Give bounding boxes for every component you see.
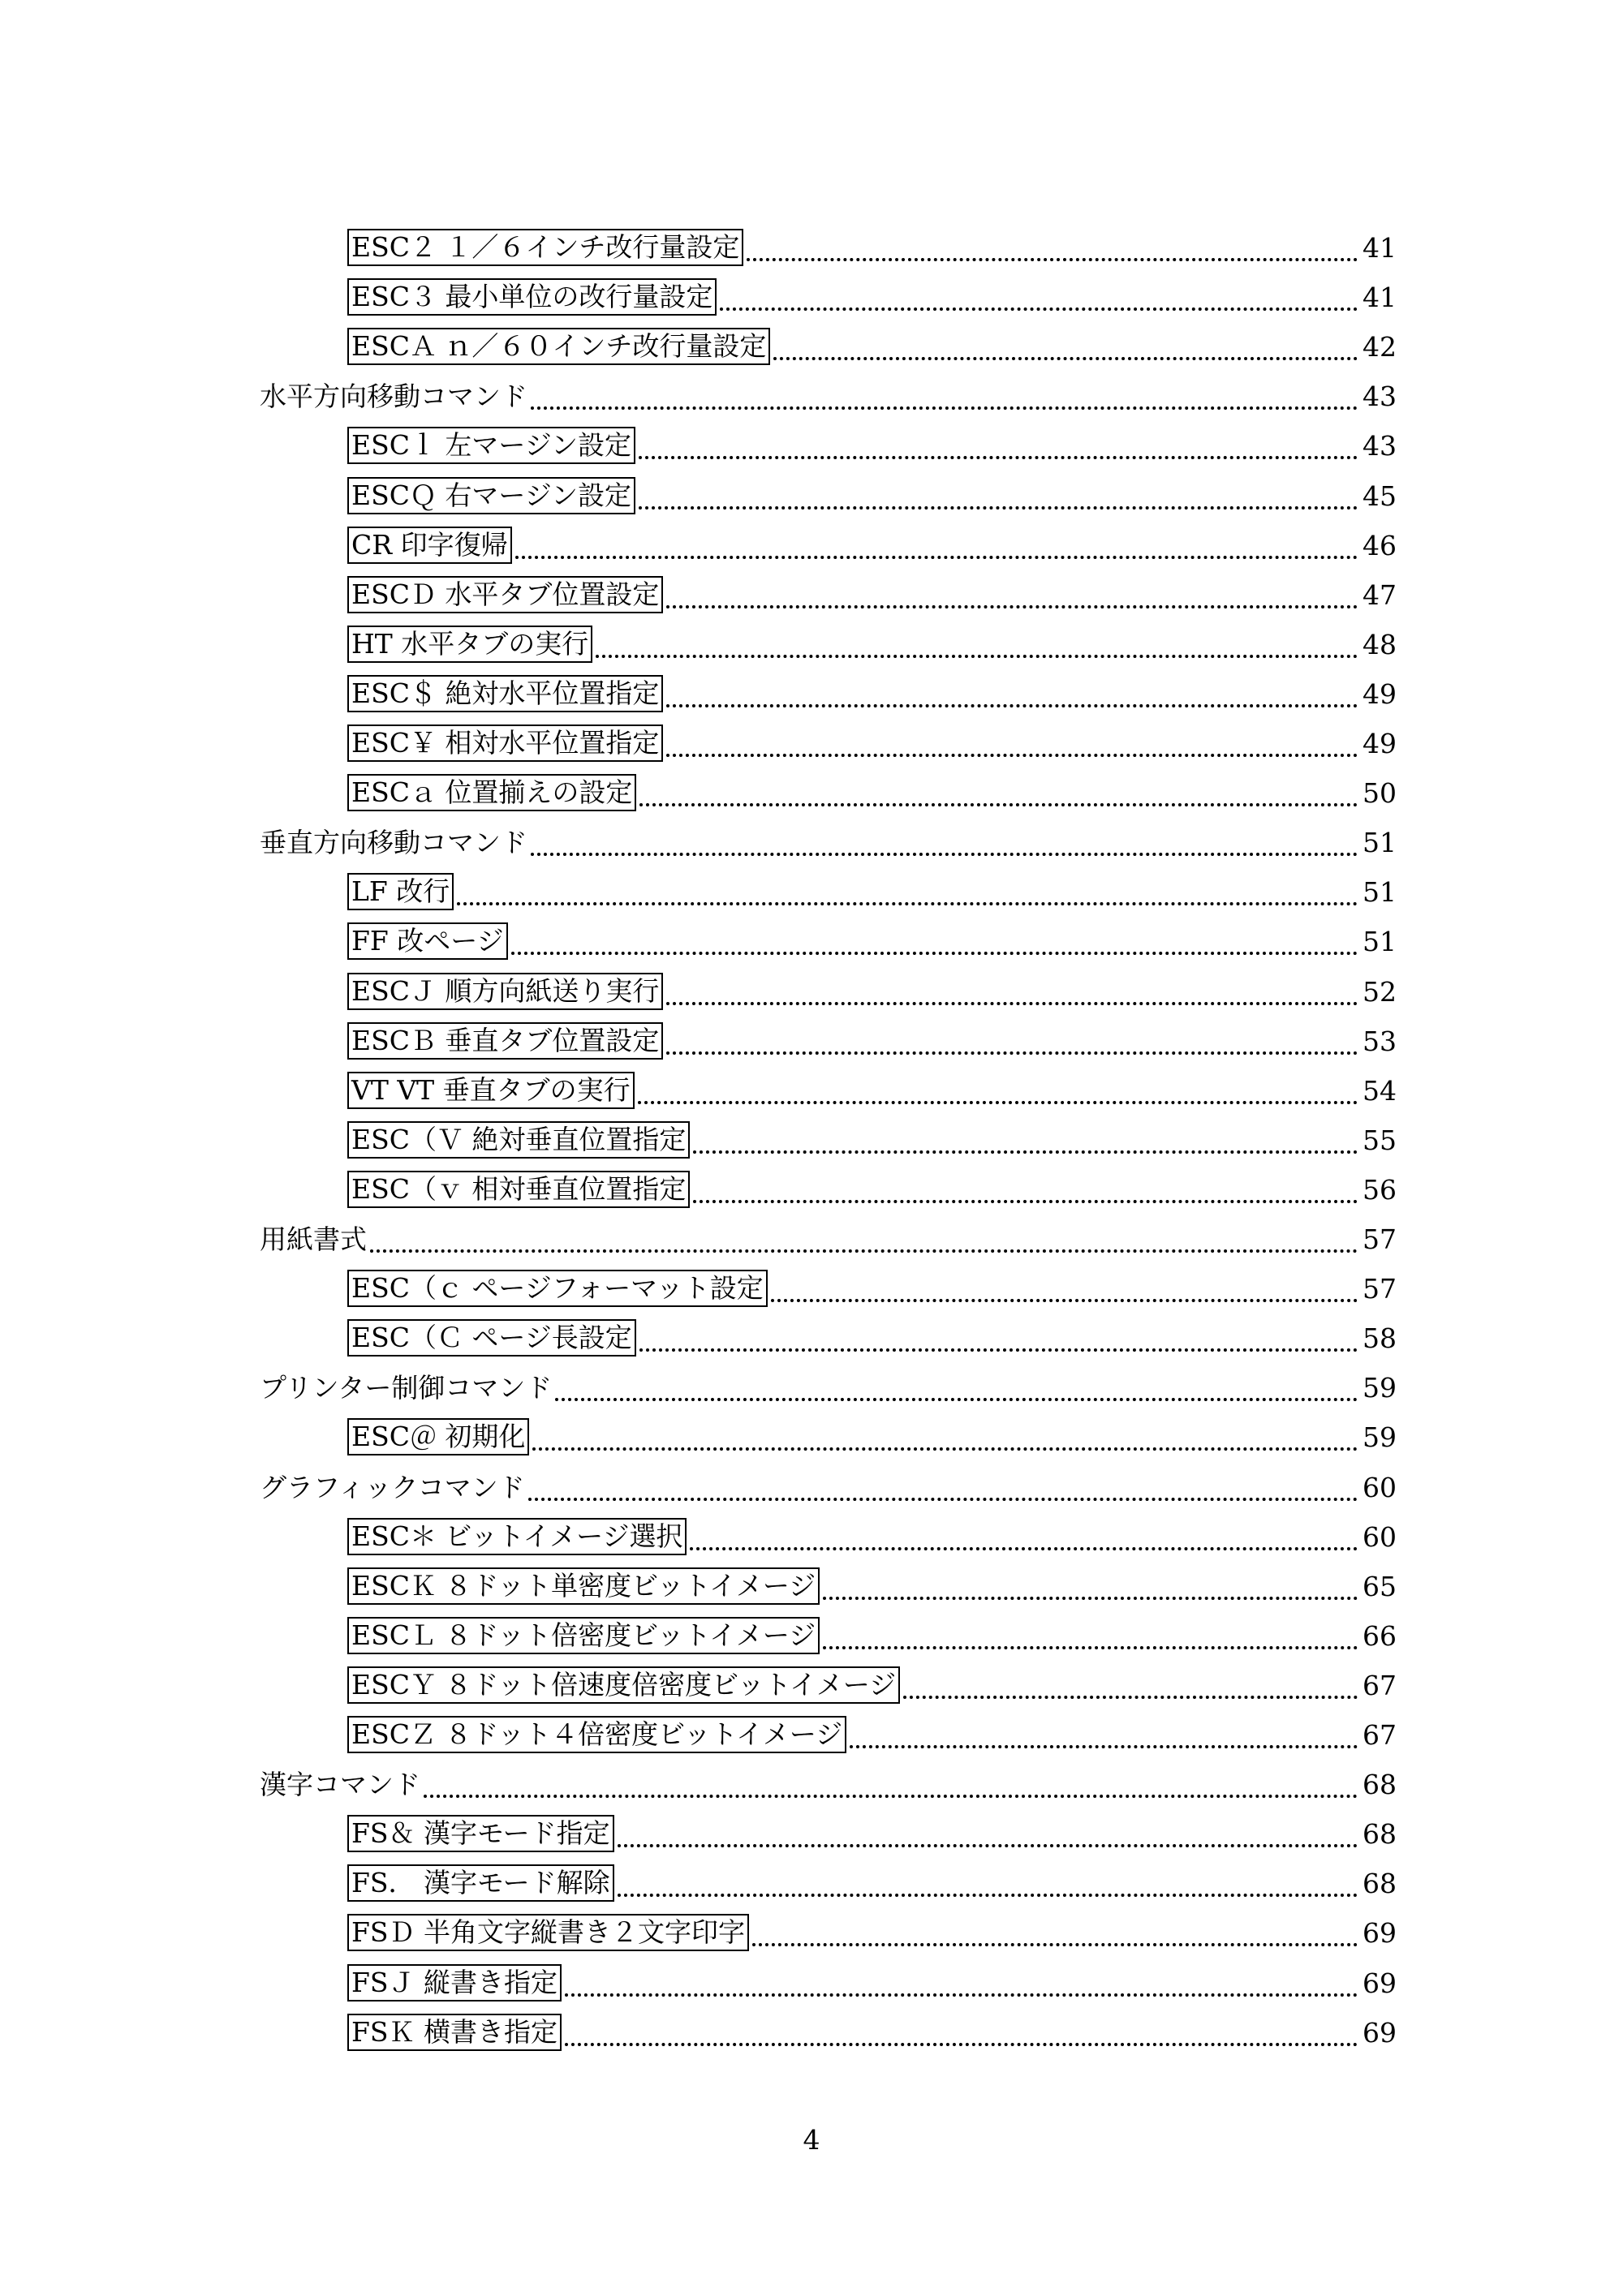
dot-leader (555, 1398, 1358, 1401)
toc-section-entry (260, 1215, 1397, 1263)
dot-leader (639, 506, 1358, 510)
toc-entry-title: 用紙書式 (260, 1223, 367, 1255)
toc-entry-page: 60 (1363, 1520, 1397, 1553)
toc-section-entry (260, 1363, 1397, 1412)
toc-entry-page: 69 (1363, 1916, 1397, 1949)
dot-leader (903, 1696, 1358, 1699)
dot-leader (532, 1447, 1358, 1451)
toc-entry-page: 60 (1363, 1471, 1397, 1503)
dot-leader (773, 357, 1358, 360)
toc-entry-page: 51 (1363, 826, 1397, 858)
toc-entry-page: 68 (1363, 1768, 1397, 1800)
toc-entry-page: 43 (1363, 429, 1397, 462)
toc-entry-page: 47 (1363, 578, 1397, 611)
dot-leader (618, 1894, 1358, 1897)
toc-entry-title: VT VT 垂直タブの実行 (347, 1072, 635, 1109)
dot-leader (720, 307, 1358, 311)
toc-entry-title: 垂直方向移動コマンド (260, 826, 527, 858)
toc-entry-page: 53 (1363, 1025, 1397, 1057)
toc-entry-title: ESC＊ ビットイメージ選択 (347, 1518, 687, 1555)
toc-subsection-entry (347, 2008, 1397, 2057)
dot-leader (424, 1795, 1358, 1798)
toc-subsection-entry (347, 1512, 1397, 1561)
toc-entry-page: 51 (1363, 875, 1397, 908)
toc-subsection-entry (347, 1116, 1397, 1164)
toc-entry-page: 41 (1363, 231, 1397, 264)
toc-entry-page: 69 (1363, 2016, 1397, 2049)
toc-entry-title: グラフィックコマンド (260, 1471, 525, 1503)
toc-entry-title: FF 改ページ (347, 922, 508, 960)
dot-leader (531, 853, 1358, 856)
toc-entry-page: 57 (1363, 1223, 1397, 1255)
toc-entry-title: FSＤ 半角文字縦書き２文字印字 (347, 1914, 749, 1951)
toc-subsection-entry (347, 1809, 1397, 1858)
toc-subsection-entry (347, 719, 1397, 767)
toc-entry-page: 52 (1363, 975, 1397, 1008)
toc-subsection-entry (347, 669, 1397, 718)
toc-entry-title: ESCＫ ８ドット単密度ビットイメージ (347, 1567, 820, 1605)
dot-leader (565, 2043, 1358, 2046)
toc-entry-page: 49 (1363, 677, 1397, 710)
toc-entry-title: プリンター制御コマンド (260, 1371, 553, 1404)
toc-entry-page: 50 (1363, 776, 1397, 809)
toc-section-entry (260, 372, 1397, 420)
toc-subsection-entry (347, 1412, 1397, 1461)
dot-leader (666, 704, 1358, 707)
dot-leader (618, 1844, 1358, 1847)
dot-leader (693, 1150, 1358, 1154)
dot-leader (666, 605, 1358, 608)
toc-subsection-entry (347, 1314, 1397, 1362)
toc-subsection-entry (347, 1066, 1397, 1115)
toc-entry-page: 43 (1363, 380, 1397, 412)
toc-subsection-entry (347, 1661, 1397, 1709)
toc-entry-page: 41 (1363, 281, 1397, 313)
toc-entry-page: 67 (1363, 1669, 1397, 1701)
dot-leader (639, 456, 1358, 459)
dot-leader (752, 1943, 1358, 1946)
dot-leader (666, 1002, 1358, 1005)
dot-leader (531, 406, 1358, 410)
toc-subsection-entry (347, 867, 1397, 916)
toc-section-entry (260, 1760, 1397, 1808)
toc-entry-title: ESCＢ 垂直タブ位置設定 (347, 1022, 663, 1060)
toc-entry-title: CR 印字復帰 (347, 527, 512, 564)
toc-entry-page: 65 (1363, 1570, 1397, 1602)
toc-entry-title: ESC３ 最小単位の改行量設定 (347, 278, 717, 316)
toc-entry-page: 56 (1363, 1173, 1397, 1206)
toc-subsection-entry (347, 1611, 1397, 1660)
toc-subsection-entry (347, 1908, 1397, 1957)
toc-entry-title: ESC（Ｃ ページ長設定 (347, 1319, 636, 1357)
toc-entry-page: 49 (1363, 727, 1397, 759)
toc-subsection-entry (347, 620, 1397, 669)
toc-subsection-entry (347, 1958, 1397, 2007)
toc-subsection-entry (347, 421, 1397, 470)
toc-subsection-entry (347, 1562, 1397, 1610)
toc-entry-title: ESCＬ ８ドット倍密度ビットイメージ (347, 1617, 820, 1654)
toc-entry-title: ESCＡ ｎ／６０インチ改行量設定 (347, 328, 770, 365)
toc-entry-title: ESC＄ 絶対水平位置指定 (347, 675, 663, 712)
toc-entry-title: FSＫ 横書き指定 (347, 2014, 562, 2051)
dot-leader (693, 1200, 1358, 1203)
toc-entry-title: ESCＤ 水平タブ位置設定 (347, 576, 663, 613)
toc-subsection-entry (347, 322, 1397, 371)
toc-subsection-entry (347, 1264, 1397, 1313)
toc-section-entry (260, 818, 1397, 866)
toc-subsection-entry (347, 917, 1397, 965)
dot-leader (690, 1547, 1358, 1550)
toc-entry-title: ESC（Ｖ 絶対垂直位置指定 (347, 1121, 690, 1159)
dot-leader (528, 1498, 1358, 1501)
toc-entry-page: 66 (1363, 1619, 1397, 1652)
toc-subsection-entry (347, 768, 1397, 817)
toc-entry-page: 46 (1363, 529, 1397, 561)
dot-leader (747, 258, 1358, 261)
toc-entry-page: 42 (1363, 330, 1397, 363)
page-number: 4 (803, 2124, 820, 2156)
toc-subsection-entry (347, 1017, 1397, 1065)
toc-entry-page: 58 (1363, 1322, 1397, 1354)
toc-entry-page: 48 (1363, 628, 1397, 660)
toc-entry-title: ESCａ 位置揃えの設定 (347, 774, 636, 811)
toc-entry-page: 68 (1363, 1867, 1397, 1899)
toc-subsection-entry (347, 1859, 1397, 1907)
toc-entry-title: ESCＪ 順方向紙送り実行 (347, 973, 663, 1010)
toc-entry-page: 67 (1363, 1718, 1397, 1751)
dot-leader (771, 1299, 1358, 1302)
toc-entry-title: ESC￥ 相対水平位置指定 (347, 724, 663, 762)
toc-entry-page: 51 (1363, 925, 1397, 957)
dot-leader (596, 655, 1358, 658)
dot-leader (515, 556, 1358, 559)
toc-subsection-entry (347, 570, 1397, 619)
dot-leader (565, 1993, 1358, 1997)
dot-leader (639, 1348, 1358, 1352)
toc-entry-title: ESCｌ 左マージン設定 (347, 427, 635, 464)
toc-subsection-entry (347, 521, 1397, 570)
dot-leader (823, 1646, 1358, 1649)
toc-entry-title: ESC２ １／６インチ改行量設定 (347, 229, 743, 266)
toc-subsection-entry (347, 471, 1397, 520)
toc-entry-title: ESC（ｖ 相対垂直位置指定 (347, 1171, 690, 1208)
toc-entry-title: FSＪ 縦書き指定 (347, 1964, 562, 2001)
toc-entry-title: ESCＱ 右マージン設定 (347, 477, 635, 514)
toc-entry-page: 45 (1363, 479, 1397, 512)
toc-entry-title: ESCＺ ８ドット４倍密度ビットイメージ (347, 1716, 846, 1753)
toc-entry-page: 54 (1363, 1074, 1397, 1107)
dot-leader (639, 803, 1358, 806)
toc-subsection-entry (347, 223, 1397, 272)
toc-section-entry (260, 1463, 1397, 1511)
toc-entry-title: 水平方向移動コマンド (260, 380, 527, 412)
toc-entry-title: FS． 漢字モード解除 (347, 1864, 614, 1902)
dot-leader (638, 1101, 1358, 1104)
toc-entry-page: 55 (1363, 1124, 1397, 1156)
toc-entry-title: LF 改行 (347, 873, 454, 910)
toc-entry-title: ESC（ｃ ページフォーマット設定 (347, 1270, 768, 1307)
toc-subsection-entry (347, 273, 1397, 321)
toc-entry-title: ESC＠ 初期化 (347, 1418, 529, 1455)
toc-entry-page: 68 (1363, 1817, 1397, 1850)
dot-leader (511, 952, 1358, 955)
toc-entry-page: 59 (1363, 1421, 1397, 1453)
toc-entry-title: HT 水平タブの実行 (347, 626, 592, 663)
toc-subsection-entry (347, 1710, 1397, 1759)
toc-subsection-entry (347, 967, 1397, 1016)
dot-leader (370, 1249, 1358, 1253)
dot-leader (666, 1051, 1358, 1055)
toc-entry-page: 69 (1363, 1967, 1397, 1999)
toc-entry-page: 59 (1363, 1371, 1397, 1404)
dot-leader (823, 1597, 1358, 1600)
dot-leader (850, 1745, 1358, 1748)
dot-leader (666, 754, 1358, 757)
dot-leader (457, 902, 1358, 905)
toc-entry-title: ESCＹ ８ドット倍速度倍密度ビットイメージ (347, 1666, 900, 1704)
toc-entry-page: 57 (1363, 1272, 1397, 1305)
toc-entry-title: 漢字コマンド (260, 1768, 420, 1800)
toc-entry-title: FS＆ 漢字モード指定 (347, 1815, 614, 1852)
toc-subsection-entry (347, 1165, 1397, 1214)
